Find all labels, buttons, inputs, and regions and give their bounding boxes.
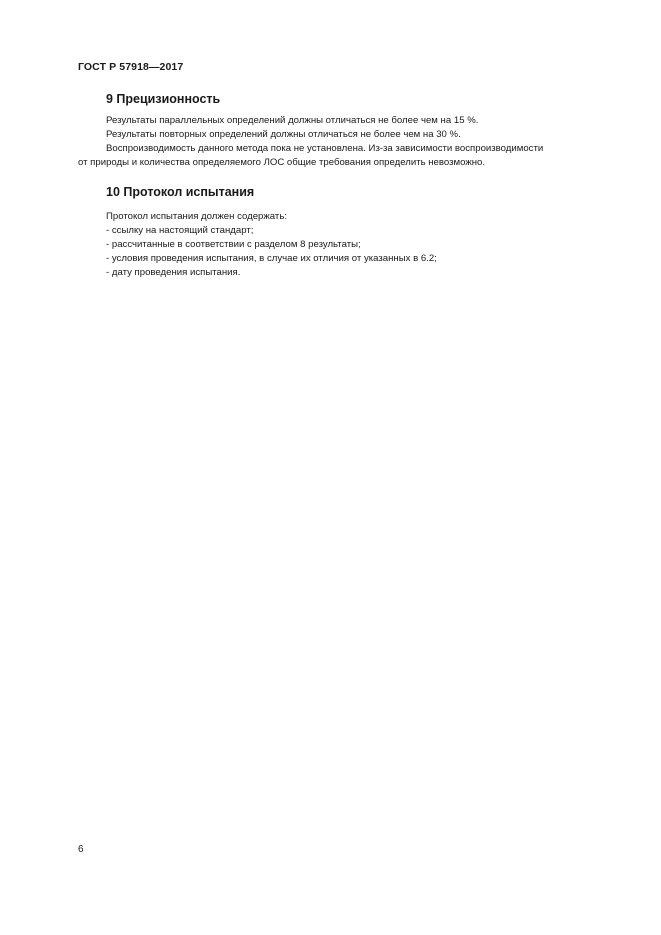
section-10-list-item: - ссылку на настоящий стандарт; <box>106 225 254 236</box>
standard-id-header: ГОСТ Р 57918—2017 <box>78 61 184 73</box>
section-10-title: 10 Протокол испытания <box>106 185 255 199</box>
section-9-title: 9 Прецизионность <box>106 92 221 106</box>
section-9-paragraph: Результаты параллельных определений должны отличаться не более чем на 15 %. <box>106 115 479 126</box>
page-number: 6 <box>78 844 84 855</box>
section-10-list-item: - рассчитанные в соответствии с разделом 8 результаты; <box>106 239 361 250</box>
section-9-paragraph: Результаты повторных определений должны отличаться не более чем на 30 %. <box>106 129 461 140</box>
section-9-paragraph: Воспроизводимость данного метода пока не установлена. Из-за зависимости воспроизводимости <box>106 143 544 154</box>
section-9-paragraph-continuation: от природы и количества определяемого ЛОС общие требования определить невозможно. <box>78 157 486 168</box>
section-10-intro: Протокол испытания должен содержать: <box>106 211 287 222</box>
section-10-list-item: - дату проведения испытания. <box>106 267 241 278</box>
section-10-list-item: - условия проведения испытания, в случае их отличия от указанных в 6.2; <box>106 253 437 264</box>
